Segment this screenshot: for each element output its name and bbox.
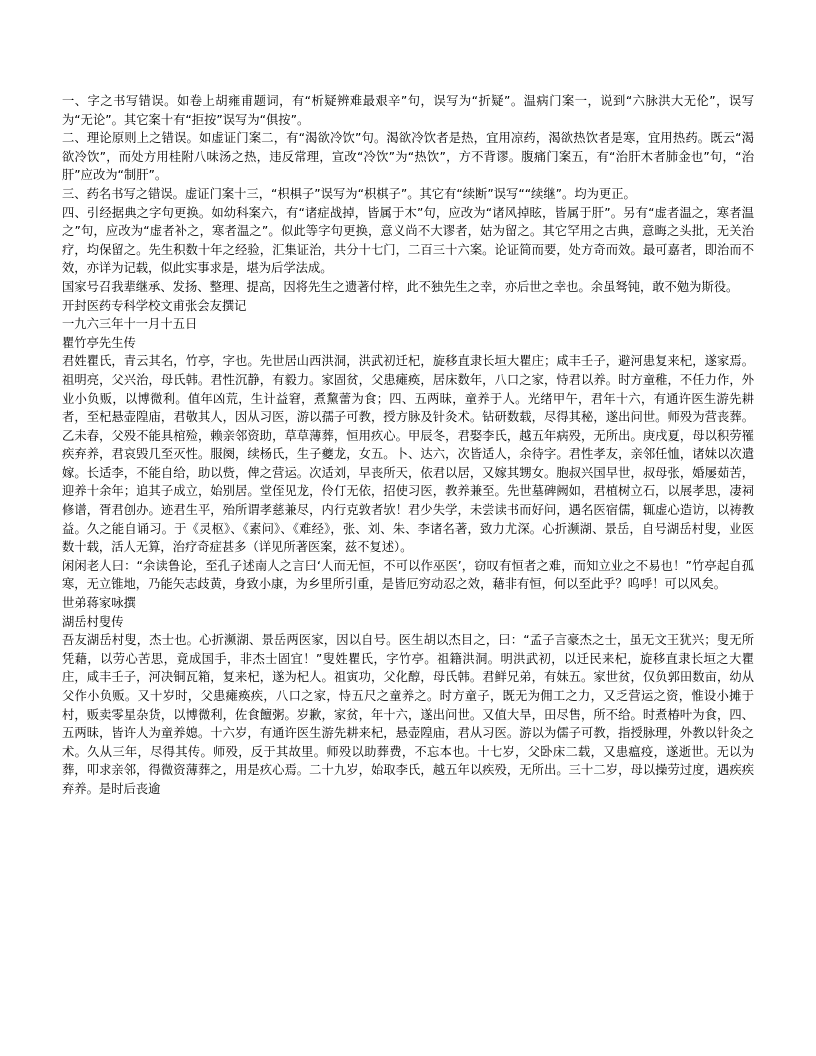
paragraph: 君姓瞿氏，青云其名，竹亭，字也。先世居山西洪洞，洪武初迁杞，旋移直隶长垣大瞿庄；咸丰壬子，避河患复来杞，遂家焉。祖明亮，父兴治，母氏韩。君性沉静，有毅力。家固贫，父患瘫痪，居床数年，八口之家，恃君以养。时方童稚，不任力作，外业小负贩，以博微利。值年凶荒，生计益窘，煮黧蕾为食；四、五两昧，童养于人。光绪甲午，君年十六，有通许医生游先耕者，至杞悬壶隍庙，君敬其人，因从习医，游以孺子可教，授方脉及针灸术。钻研数载，尽得其秘，遂出问世。师殁为营丧葬。乙未春，父殁不能具棺殓，赖亲邻资助，草草薄葬，恒用疚心。甲辰冬，君娶李氏，越五年病殁，无所出。庚戌夏，母以积劳罹疾弃养，君哀毁几至灭性。服阕，续杨氏，生子夔龙，女五。卜、达六，次皆适人，余待字。君性孝友，亲邻任恤，诸妹以次遣嫁。长适李，不能自给，助以赀，俾之营运。次适刘，早丧所天，依君以居，又嫁其甥女。胞叔兴国早世，叔母张，婚屡茹苦，迎养十余年；追其子成立，始别居。堂侄见龙，伶仃无依，招使习医，教养兼至。先世墓碑阙如，君植树立石，以展孝思，凄祠修谱，胥君创办。迹君生平，殆所谓孝慈兼尽，内行克敦者欤！君少失学，未尝读书而好问，遇名医宿儒，辄虚心造访，以祷教益。久之能自诵习。于《灵枢》、《素问》、《难经》，张、刘、朱、李诸名著，致力尤深。心折濒湖、景岳，自号湖岳村叟，业医数十载，活人无算，治疗奇症甚多（详见所著医案，兹不复述）。 [62, 354, 754, 555]
byline-author: 世弟蒋家咏撰 [62, 596, 136, 611]
paragraph: 吾友湖岳村叟，杰士也。心折濒湖、景岳两医家，因以自号。医生胡以杰目之，曰：“孟子言豪杰之士，虽无文王犹兴；叟无所凭藉，以劳心苦思，竟成国手，非杰士固宜！”叟姓瞿氏，字竹亭。祖籍洪洞。明洪武初，以迁民来杞，旋移直隶长垣之大瞿庄，咸丰壬子，河决铜瓦箱，复来杞，遂为杞人。祖寅功，父化醇，母氏韩。君鲜兄弟，有妹五。家世贫，仅负郭田数亩，幼从父作小负贩。又十岁时，父患瘫痪疾，八口之家，恃五尺之童养之。时方童子，既无为佣工之力，又乏营运之资，惟设小摊于村，贩卖零星杂货，以博微利，佐食饘粥。岁歉，家贫，年十六，遂出问世。又值大旱，田尽售，所不给。时煮椿叶为食，四、五两昧，皆许人为童养媳。十六岁，有通许医生游先耕来杞，悬壶隍庙，君从习医。游以为儒子可教，指授脉理，外教以针灸之术。久从三年，尽得其传。师殁，反于其故里。师殁以助葬费，不忘本也。十七岁，父卧床二载，又患瘟疫，遂逝世。无以为葬，叩求亲邻，得微资薄葬之，用是疚心焉。二十九岁，始取李氏，越五年以疾殁，无所出。三十二岁，母以操劳过度，遇疾疾弃养。是时后丧逾 [62, 633, 754, 796]
paragraph: 一、字之书写错误。如卷上胡雍甫题词，有“析疑辨难最艰辛”句，误写为“折疑”。温病门案一，说到“六脉洪大无伦”，误写为“无论”。其它案十有“拒按”误写为“俱按”。 [62, 94, 754, 127]
paragraph: 三、药名书写之错误。虚证门案十三，“枳椇子”误写为“枳棋子”。其它有“续断”误写““续继”。均为更正。 [62, 186, 636, 201]
paragraph: 二、理论原则上之错误。如虚证门案二，有“渴欲冷饮”句。渴欲冷饮者是热，宜用凉药，渴欲热饮者是寒，宜用热药。既云“渴欲冷饮”，而处方用桂附八味汤之热，违反常理，宣改“冷饮”为“热饮”，方不背谬。腹痛门案五，有“治肝木者肺金也”句，“治肝”应改为“制肝”。 [62, 131, 754, 183]
paragraph: 闲闲老人曰：“余读鲁论，至孔子述南人之言曰‘人而无恒，不可以作巫医’，窃叹有恒者之难，而知立业之不易也！”竹亭起自孤寒，无立锥地，乃能矢志歧黄，身致小康，为乡里所引重，是皆厄穷动忍之效，藉非有恒，何以至此乎？呜呼！可以风矣。 [62, 558, 754, 592]
section-heading-village-elder: 湖岳村叟传 [62, 614, 124, 629]
section-heading-biography: 瞿竹亭先生传 [62, 335, 136, 350]
paragraph: 四、引经据典之字句更换。如幼科案六，有“诸症战掉，皆属于木”句，应改为“诸风掉眩，皆属于肝”。另有“虚者温之，寒者温之”句，应改为“虚者补之，寒者温之”。似此等字句更换，意义尚不大谬者，姑为留之。其它罕用之古典，意晦之头批，无关治疗，均保留之。先生积数十年之经验，汇集证治，共分十七门，二百三十六案。论证简而要，处方奇而效。最可嘉者，即治而不效，亦详为记载，似此实事求是，堪为后学法成。 [62, 205, 754, 276]
document-body [62, 92, 754, 799]
date-line: 一九六三年十一月十五日 [62, 317, 198, 332]
byline-editor: 开封医药专科学校文甫张会友撰记 [62, 298, 247, 313]
paragraph: 国家号召我辈继承、发扬、整理、提高，因将先生之遗著付梓，此不独先生之幸，亦后世之幸也。余虽驽钝，敢不勉为斯役。 [62, 279, 739, 294]
